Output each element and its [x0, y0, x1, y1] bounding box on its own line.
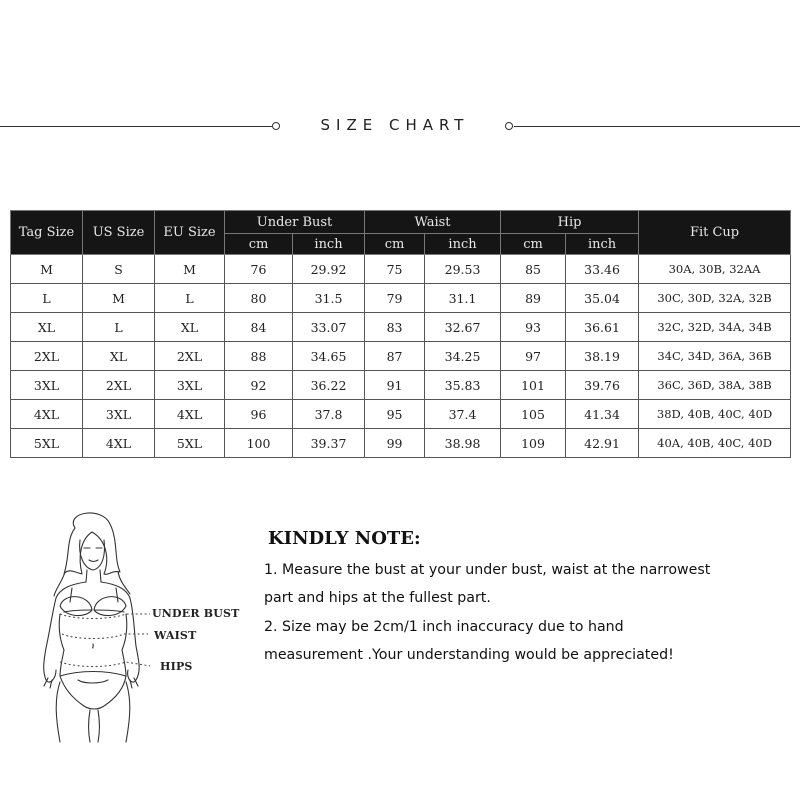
cell-us-size: L [83, 313, 155, 342]
cell-hip-cm: 109 [501, 429, 566, 458]
table-row [11, 284, 791, 313]
cell-tag-size: M [11, 255, 83, 284]
under-bust-label: UNDER BUST [152, 607, 240, 620]
cell-hip-cm: 93 [501, 313, 566, 342]
cell-hip-inch: 42.91 [566, 429, 639, 458]
cell-tag-size: 2XL [11, 342, 83, 371]
cell-under-bust-cm: 96 [225, 400, 293, 429]
note-title: KINDLY NOTE: [268, 528, 421, 549]
header-waist-inch: inch [425, 234, 501, 255]
note-line-4: measurement .Your understanding would be appreciated! [264, 647, 674, 663]
header-hip-inch: inch [566, 234, 639, 255]
cell-fit-cup: 30C, 30D, 32A, 32B [639, 284, 791, 313]
table-row [11, 400, 791, 429]
cell-hip-inch: 36.61 [566, 313, 639, 342]
cell-us-size: S [83, 255, 155, 284]
cell-under-bust-inch: 33.07 [293, 313, 365, 342]
cell-tag-size: 4XL [11, 400, 83, 429]
header-fit-cup: Fit Cup [639, 211, 791, 255]
header-hip-cm: cm [501, 234, 566, 255]
table-header [11, 211, 791, 255]
cell-waist-inch: 31.1 [425, 284, 501, 313]
cell-waist-inch: 37.4 [425, 400, 501, 429]
cell-under-bust-cm: 84 [225, 313, 293, 342]
cell-waist-cm: 95 [365, 400, 425, 429]
header-us-size: US Size [83, 211, 155, 255]
cell-waist-cm: 75 [365, 255, 425, 284]
cell-hip-inch: 35.04 [566, 284, 639, 313]
cell-under-bust-cm: 100 [225, 429, 293, 458]
cell-waist-inch: 29.53 [425, 255, 501, 284]
cell-under-bust-inch: 36.22 [293, 371, 365, 400]
header-tag-size: Tag Size [11, 211, 83, 255]
header-under-bust-inch: inch [293, 234, 365, 255]
cell-us-size: 2XL [83, 371, 155, 400]
cell-us-size: XL [83, 342, 155, 371]
title-ornament-left [272, 122, 280, 130]
cell-hip-cm: 97 [501, 342, 566, 371]
cell-waist-inch: 34.25 [425, 342, 501, 371]
cell-under-bust-inch: 34.65 [293, 342, 365, 371]
cell-waist-cm: 83 [365, 313, 425, 342]
cell-waist-cm: 79 [365, 284, 425, 313]
woman-figure-illustration [20, 510, 250, 745]
measurement-figure [20, 510, 250, 745]
note-line-2: part and hips at the fullest part. [264, 590, 491, 606]
cell-hip-inch: 38.19 [566, 342, 639, 371]
cell-under-bust-inch: 39.37 [293, 429, 365, 458]
cell-tag-size: 3XL [11, 371, 83, 400]
cell-hip-cm: 101 [501, 371, 566, 400]
cell-fit-cup: 32C, 32D, 34A, 34B [639, 313, 791, 342]
table-row [11, 429, 791, 458]
table-row [11, 255, 791, 284]
cell-under-bust-cm: 88 [225, 342, 293, 371]
size-chart-header [0, 112, 800, 142]
header-waist-cm: cm [365, 234, 425, 255]
cell-under-bust-inch: 31.5 [293, 284, 365, 313]
cell-hip-inch: 41.34 [566, 400, 639, 429]
cell-hip-inch: 39.76 [566, 371, 639, 400]
header-under-bust: Under Bust [225, 211, 365, 234]
header-eu-size: EU Size [155, 211, 225, 255]
cell-fit-cup: 36C, 36D, 38A, 38B [639, 371, 791, 400]
cell-under-bust-cm: 92 [225, 371, 293, 400]
header-under-bust-cm: cm [225, 234, 293, 255]
title-divider-right [514, 126, 800, 127]
hips-label: HIPS [160, 660, 193, 673]
table-body [11, 255, 791, 458]
header-hip: Hip [501, 211, 639, 234]
cell-tag-size: 5XL [11, 429, 83, 458]
title-divider-left [0, 126, 272, 127]
cell-fit-cup: 30A, 30B, 32AA [639, 255, 791, 284]
waist-label: WAIST [154, 629, 197, 642]
table-row [11, 313, 791, 342]
cell-fit-cup: 34C, 34D, 36A, 36B [639, 342, 791, 371]
size-table [10, 210, 791, 458]
cell-waist-cm: 87 [365, 342, 425, 371]
cell-eu-size: 3XL [155, 371, 225, 400]
cell-us-size: 4XL [83, 429, 155, 458]
cell-under-bust-inch: 37.8 [293, 400, 365, 429]
note-line-1: 1. Measure the bust at your under bust, waist at the narrowest [264, 562, 711, 578]
cell-hip-inch: 33.46 [566, 255, 639, 284]
cell-us-size: M [83, 284, 155, 313]
cell-hip-cm: 105 [501, 400, 566, 429]
cell-tag-size: L [11, 284, 83, 313]
cell-fit-cup: 40A, 40B, 40C, 40D [639, 429, 791, 458]
header-waist: Waist [365, 211, 501, 234]
table-row [11, 342, 791, 371]
cell-waist-inch: 38.98 [425, 429, 501, 458]
cell-fit-cup: 38D, 40B, 40C, 40D [639, 400, 791, 429]
cell-waist-inch: 35.83 [425, 371, 501, 400]
cell-eu-size: XL [155, 313, 225, 342]
cell-eu-size: 2XL [155, 342, 225, 371]
cell-waist-cm: 91 [365, 371, 425, 400]
cell-waist-inch: 32.67 [425, 313, 501, 342]
table-row [11, 371, 791, 400]
cell-under-bust-cm: 76 [225, 255, 293, 284]
cell-eu-size: 4XL [155, 400, 225, 429]
cell-hip-cm: 85 [501, 255, 566, 284]
cell-under-bust-inch: 29.92 [293, 255, 365, 284]
page-title: SIZE CHART [320, 116, 470, 134]
cell-hip-cm: 89 [501, 284, 566, 313]
cell-tag-size: XL [11, 313, 83, 342]
cell-us-size: 3XL [83, 400, 155, 429]
title-ornament-right [505, 122, 513, 130]
cell-eu-size: 5XL [155, 429, 225, 458]
cell-under-bust-cm: 80 [225, 284, 293, 313]
note-line-3: 2. Size may be 2cm/1 inch inaccuracy due to hand [264, 619, 624, 635]
cell-eu-size: M [155, 255, 225, 284]
cell-waist-cm: 99 [365, 429, 425, 458]
cell-eu-size: L [155, 284, 225, 313]
